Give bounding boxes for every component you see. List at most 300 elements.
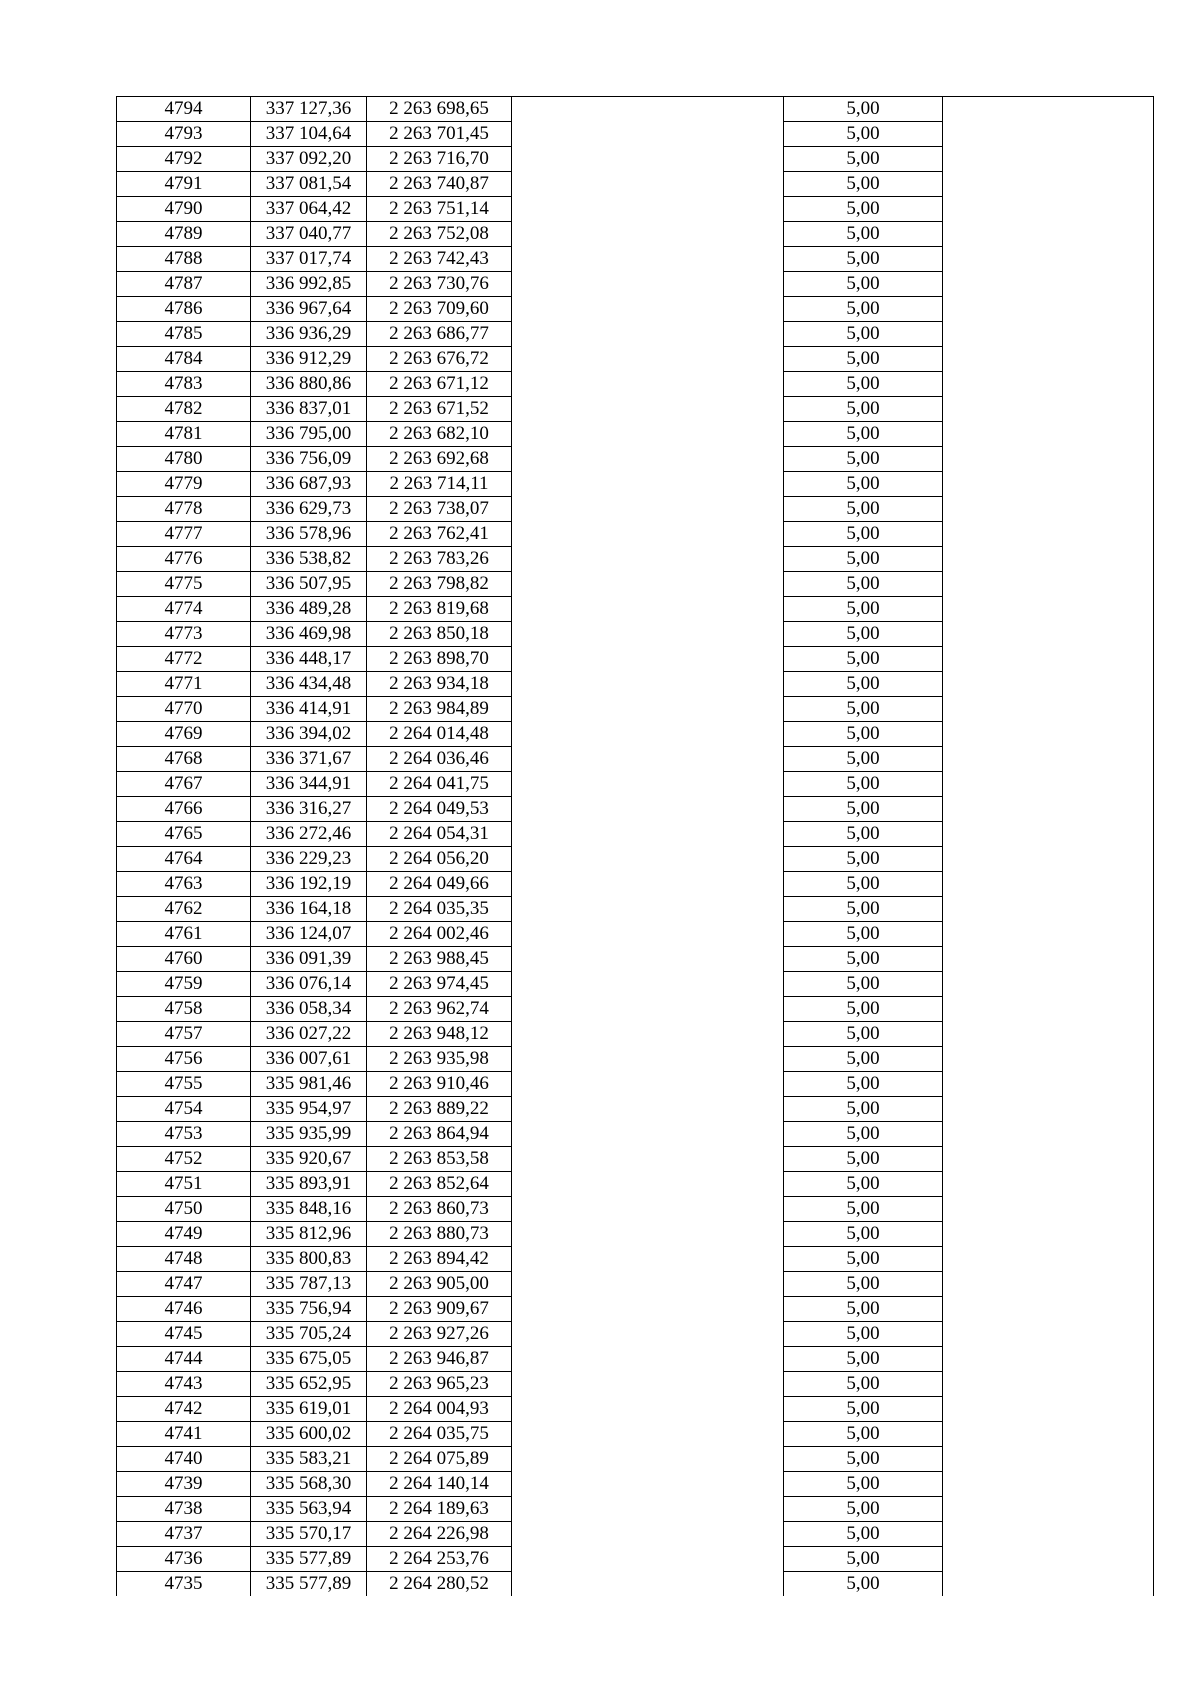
- value-cell: 5,00: [784, 322, 943, 347]
- y-coordinate-cell: 2 263 927,26: [367, 1322, 512, 1347]
- empty-cell: [943, 347, 1154, 372]
- table-row: [117, 347, 1154, 372]
- point-number-cell: 4769: [117, 722, 251, 747]
- table-row: [117, 1522, 1154, 1547]
- empty-cell: [512, 997, 784, 1022]
- empty-cell: [943, 422, 1154, 447]
- y-coordinate-cell: 2 263 948,12: [367, 1022, 512, 1047]
- x-coordinate-cell: 336 371,67: [251, 747, 367, 772]
- point-number-cell: 4781: [117, 422, 251, 447]
- y-coordinate-cell: 2 263 730,76: [367, 272, 512, 297]
- point-number-cell: 4790: [117, 197, 251, 222]
- empty-cell: [943, 1522, 1154, 1547]
- value-cell: 5,00: [784, 1322, 943, 1347]
- point-number-cell: 4745: [117, 1322, 251, 1347]
- point-number-cell: 4758: [117, 997, 251, 1022]
- empty-cell: [512, 422, 784, 447]
- point-number-cell: 4782: [117, 397, 251, 422]
- coordinates-table-body: [117, 97, 1154, 1597]
- empty-cell: [943, 622, 1154, 647]
- x-coordinate-cell: 337 064,42: [251, 197, 367, 222]
- table-row: [117, 422, 1154, 447]
- table-row: [117, 997, 1154, 1022]
- empty-cell: [943, 1272, 1154, 1297]
- x-coordinate-cell: 336 272,46: [251, 822, 367, 847]
- value-cell: 5,00: [784, 522, 943, 547]
- table-row: [117, 697, 1154, 722]
- x-coordinate-cell: 337 040,77: [251, 222, 367, 247]
- empty-cell: [943, 1147, 1154, 1172]
- x-coordinate-cell: 336 091,39: [251, 947, 367, 972]
- point-number-cell: 4739: [117, 1472, 251, 1497]
- y-coordinate-cell: 2 263 905,00: [367, 1272, 512, 1297]
- value-cell: 5,00: [784, 472, 943, 497]
- y-coordinate-cell: 2 264 189,63: [367, 1497, 512, 1522]
- y-coordinate-cell: 2 264 253,76: [367, 1547, 512, 1572]
- table-row: [117, 1022, 1154, 1047]
- empty-cell: [512, 622, 784, 647]
- empty-cell: [512, 1347, 784, 1372]
- value-cell: 5,00: [784, 897, 943, 922]
- empty-cell: [943, 1497, 1154, 1522]
- empty-cell: [512, 1447, 784, 1472]
- table-row: [117, 222, 1154, 247]
- table-row: [117, 472, 1154, 497]
- empty-cell: [512, 472, 784, 497]
- x-coordinate-cell: 336 489,28: [251, 597, 367, 622]
- value-cell: 5,00: [784, 1022, 943, 1047]
- x-coordinate-cell: 336 448,17: [251, 647, 367, 672]
- empty-cell: [512, 1222, 784, 1247]
- point-number-cell: 4755: [117, 1072, 251, 1097]
- empty-cell: [512, 1572, 784, 1597]
- empty-cell: [943, 1247, 1154, 1272]
- empty-cell: [943, 397, 1154, 422]
- empty-cell: [512, 597, 784, 622]
- point-number-cell: 4740: [117, 1447, 251, 1472]
- point-number-cell: 4760: [117, 947, 251, 972]
- point-number-cell: 4774: [117, 597, 251, 622]
- x-coordinate-cell: 336 880,86: [251, 372, 367, 397]
- point-number-cell: 4787: [117, 272, 251, 297]
- value-cell: 5,00: [784, 1047, 943, 1072]
- value-cell: 5,00: [784, 97, 943, 122]
- x-coordinate-cell: 335 568,30: [251, 1472, 367, 1497]
- value-cell: 5,00: [784, 197, 943, 222]
- y-coordinate-cell: 2 263 738,07: [367, 497, 512, 522]
- empty-cell: [512, 772, 784, 797]
- table-row: [117, 1247, 1154, 1272]
- table-row: [117, 1072, 1154, 1097]
- y-coordinate-cell: 2 264 035,35: [367, 897, 512, 922]
- empty-cell: [512, 847, 784, 872]
- x-coordinate-cell: 336 538,82: [251, 547, 367, 572]
- value-cell: 5,00: [784, 672, 943, 697]
- table-row: [117, 872, 1154, 897]
- point-number-cell: 4776: [117, 547, 251, 572]
- point-number-cell: 4743: [117, 1372, 251, 1397]
- coordinates-table: [116, 96, 1154, 1596]
- value-cell: 5,00: [784, 1097, 943, 1122]
- x-coordinate-cell: 335 787,13: [251, 1272, 367, 1297]
- value-cell: 5,00: [784, 622, 943, 647]
- table-row: [117, 1272, 1154, 1297]
- empty-cell: [943, 772, 1154, 797]
- table-row: [117, 397, 1154, 422]
- x-coordinate-cell: 336 164,18: [251, 897, 367, 922]
- point-number-cell: 4777: [117, 522, 251, 547]
- point-number-cell: 4746: [117, 1297, 251, 1322]
- x-coordinate-cell: 337 092,20: [251, 147, 367, 172]
- x-coordinate-cell: 336 344,91: [251, 772, 367, 797]
- value-cell: 5,00: [784, 647, 943, 672]
- table-row: [117, 747, 1154, 772]
- empty-cell: [943, 1222, 1154, 1247]
- empty-cell: [943, 197, 1154, 222]
- point-number-cell: 4785: [117, 322, 251, 347]
- y-coordinate-cell: 2 263 988,45: [367, 947, 512, 972]
- empty-cell: [512, 222, 784, 247]
- value-cell: 5,00: [784, 872, 943, 897]
- value-cell: 5,00: [784, 822, 943, 847]
- x-coordinate-cell: 335 583,21: [251, 1447, 367, 1472]
- empty-cell: [943, 947, 1154, 972]
- point-number-cell: 4741: [117, 1422, 251, 1447]
- y-coordinate-cell: 2 264 049,53: [367, 797, 512, 822]
- x-coordinate-cell: 336 229,23: [251, 847, 367, 872]
- empty-cell: [943, 1097, 1154, 1122]
- value-cell: 5,00: [784, 1472, 943, 1497]
- empty-cell: [512, 322, 784, 347]
- empty-cell: [512, 797, 784, 822]
- empty-cell: [943, 897, 1154, 922]
- value-cell: 5,00: [784, 1547, 943, 1572]
- y-coordinate-cell: 2 263 686,77: [367, 322, 512, 347]
- table-row: [117, 772, 1154, 797]
- x-coordinate-cell: 336 192,19: [251, 872, 367, 897]
- value-cell: 5,00: [784, 1247, 943, 1272]
- value-cell: 5,00: [784, 722, 943, 747]
- point-number-cell: 4765: [117, 822, 251, 847]
- x-coordinate-cell: 336 316,27: [251, 797, 367, 822]
- table-row: [117, 847, 1154, 872]
- empty-cell: [943, 1472, 1154, 1497]
- table-row: [117, 1472, 1154, 1497]
- empty-cell: [512, 947, 784, 972]
- table-row: [117, 97, 1154, 122]
- x-coordinate-cell: 335 577,89: [251, 1547, 367, 1572]
- y-coordinate-cell: 2 263 934,18: [367, 672, 512, 697]
- y-coordinate-cell: 2 263 762,41: [367, 522, 512, 547]
- table-row: [117, 447, 1154, 472]
- y-coordinate-cell: 2 263 742,43: [367, 247, 512, 272]
- x-coordinate-cell: 335 705,24: [251, 1322, 367, 1347]
- empty-cell: [512, 1122, 784, 1147]
- y-coordinate-cell: 2 263 752,08: [367, 222, 512, 247]
- empty-cell: [512, 647, 784, 672]
- x-coordinate-cell: 336 507,95: [251, 572, 367, 597]
- y-coordinate-cell: 2 264 140,14: [367, 1472, 512, 1497]
- x-coordinate-cell: 336 469,98: [251, 622, 367, 647]
- x-coordinate-cell: 336 076,14: [251, 972, 367, 997]
- point-number-cell: 4786: [117, 297, 251, 322]
- y-coordinate-cell: 2 264 041,75: [367, 772, 512, 797]
- table-row: [117, 922, 1154, 947]
- table-row: [117, 322, 1154, 347]
- empty-cell: [512, 372, 784, 397]
- y-coordinate-cell: 2 264 035,75: [367, 1422, 512, 1447]
- value-cell: 5,00: [784, 1397, 943, 1422]
- table-row: [117, 1097, 1154, 1122]
- table-row: [117, 297, 1154, 322]
- table-row: [117, 1422, 1154, 1447]
- point-number-cell: 4764: [117, 847, 251, 872]
- x-coordinate-cell: 335 848,16: [251, 1197, 367, 1222]
- x-coordinate-cell: 335 600,02: [251, 1422, 367, 1447]
- point-number-cell: 4736: [117, 1547, 251, 1572]
- empty-cell: [943, 1172, 1154, 1197]
- table-row: [117, 1147, 1154, 1172]
- value-cell: 5,00: [784, 1197, 943, 1222]
- x-coordinate-cell: 335 570,17: [251, 1522, 367, 1547]
- y-coordinate-cell: 2 263 864,94: [367, 1122, 512, 1147]
- value-cell: 5,00: [784, 172, 943, 197]
- y-coordinate-cell: 2 263 860,73: [367, 1197, 512, 1222]
- point-number-cell: 4754: [117, 1097, 251, 1122]
- y-coordinate-cell: 2 263 852,64: [367, 1172, 512, 1197]
- empty-cell: [943, 1047, 1154, 1072]
- table-row: [117, 522, 1154, 547]
- empty-cell: [943, 1072, 1154, 1097]
- y-coordinate-cell: 2 263 962,74: [367, 997, 512, 1022]
- x-coordinate-cell: 336 394,02: [251, 722, 367, 747]
- empty-cell: [943, 972, 1154, 997]
- table-row: [117, 897, 1154, 922]
- empty-cell: [512, 697, 784, 722]
- value-cell: 5,00: [784, 272, 943, 297]
- y-coordinate-cell: 2 264 014,48: [367, 722, 512, 747]
- empty-cell: [512, 722, 784, 747]
- y-coordinate-cell: 2 263 709,60: [367, 297, 512, 322]
- table-row: [117, 1297, 1154, 1322]
- empty-cell: [512, 1072, 784, 1097]
- point-number-cell: 4770: [117, 697, 251, 722]
- value-cell: 5,00: [784, 1147, 943, 1172]
- empty-cell: [512, 922, 784, 947]
- value-cell: 5,00: [784, 747, 943, 772]
- value-cell: 5,00: [784, 1297, 943, 1322]
- point-number-cell: 4748: [117, 1247, 251, 1272]
- table-row: [117, 172, 1154, 197]
- table-row: [117, 822, 1154, 847]
- empty-cell: [512, 822, 784, 847]
- y-coordinate-cell: 2 264 056,20: [367, 847, 512, 872]
- empty-cell: [512, 397, 784, 422]
- x-coordinate-cell: 336 629,73: [251, 497, 367, 522]
- y-coordinate-cell: 2 263 910,46: [367, 1072, 512, 1097]
- table-row: [117, 272, 1154, 297]
- point-number-cell: 4793: [117, 122, 251, 147]
- empty-cell: [512, 247, 784, 272]
- value-cell: 5,00: [784, 1497, 943, 1522]
- value-cell: 5,00: [784, 1572, 943, 1597]
- empty-cell: [943, 597, 1154, 622]
- value-cell: 5,00: [784, 372, 943, 397]
- empty-cell: [512, 1022, 784, 1047]
- y-coordinate-cell: 2 263 692,68: [367, 447, 512, 472]
- y-coordinate-cell: 2 264 075,89: [367, 1447, 512, 1472]
- y-coordinate-cell: 2 263 751,14: [367, 197, 512, 222]
- empty-cell: [512, 272, 784, 297]
- empty-cell: [943, 272, 1154, 297]
- empty-cell: [943, 147, 1154, 172]
- y-coordinate-cell: 2 263 714,11: [367, 472, 512, 497]
- value-cell: 5,00: [784, 572, 943, 597]
- empty-cell: [512, 547, 784, 572]
- empty-cell: [512, 497, 784, 522]
- empty-cell: [943, 1022, 1154, 1047]
- y-coordinate-cell: 2 263 819,68: [367, 597, 512, 622]
- point-number-cell: 4772: [117, 647, 251, 672]
- point-number-cell: 4749: [117, 1222, 251, 1247]
- y-coordinate-cell: 2 263 935,98: [367, 1047, 512, 1072]
- table-row: [117, 1547, 1154, 1572]
- value-cell: 5,00: [784, 247, 943, 272]
- value-cell: 5,00: [784, 297, 943, 322]
- y-coordinate-cell: 2 263 783,26: [367, 547, 512, 572]
- table-row: [117, 497, 1154, 522]
- empty-cell: [943, 497, 1154, 522]
- value-cell: 5,00: [784, 397, 943, 422]
- y-coordinate-cell: 2 264 280,52: [367, 1572, 512, 1597]
- x-coordinate-cell: 336 912,29: [251, 347, 367, 372]
- x-coordinate-cell: 337 104,64: [251, 122, 367, 147]
- empty-cell: [512, 1147, 784, 1172]
- empty-cell: [943, 822, 1154, 847]
- point-number-cell: 4737: [117, 1522, 251, 1547]
- empty-cell: [943, 922, 1154, 947]
- point-number-cell: 4773: [117, 622, 251, 647]
- table-row: [117, 247, 1154, 272]
- y-coordinate-cell: 2 263 701,45: [367, 122, 512, 147]
- x-coordinate-cell: 335 800,83: [251, 1247, 367, 1272]
- point-number-cell: 4759: [117, 972, 251, 997]
- y-coordinate-cell: 2 263 984,89: [367, 697, 512, 722]
- y-coordinate-cell: 2 263 853,58: [367, 1147, 512, 1172]
- point-number-cell: 4753: [117, 1122, 251, 1147]
- empty-cell: [512, 147, 784, 172]
- table-row: [117, 1172, 1154, 1197]
- empty-cell: [512, 1397, 784, 1422]
- y-coordinate-cell: 2 263 716,70: [367, 147, 512, 172]
- table-row: [117, 1222, 1154, 1247]
- y-coordinate-cell: 2 263 889,22: [367, 1097, 512, 1122]
- table-row: [117, 1347, 1154, 1372]
- empty-cell: [943, 547, 1154, 572]
- x-coordinate-cell: 335 577,89: [251, 1572, 367, 1597]
- x-coordinate-cell: 335 563,94: [251, 1497, 367, 1522]
- point-number-cell: 4747: [117, 1272, 251, 1297]
- empty-cell: [512, 347, 784, 372]
- empty-cell: [512, 1372, 784, 1397]
- point-number-cell: 4789: [117, 222, 251, 247]
- table-row: [117, 1197, 1154, 1222]
- x-coordinate-cell: 336 967,64: [251, 297, 367, 322]
- y-coordinate-cell: 2 264 036,46: [367, 747, 512, 772]
- point-number-cell: 4792: [117, 147, 251, 172]
- point-number-cell: 4761: [117, 922, 251, 947]
- empty-cell: [512, 872, 784, 897]
- y-coordinate-cell: 2 263 965,23: [367, 1372, 512, 1397]
- y-coordinate-cell: 2 263 698,65: [367, 97, 512, 122]
- point-number-cell: 4780: [117, 447, 251, 472]
- table-row: [117, 1122, 1154, 1147]
- empty-cell: [512, 447, 784, 472]
- point-number-cell: 4751: [117, 1172, 251, 1197]
- value-cell: 5,00: [784, 122, 943, 147]
- value-cell: 5,00: [784, 697, 943, 722]
- value-cell: 5,00: [784, 1072, 943, 1097]
- table-row: [117, 1447, 1154, 1472]
- empty-cell: [512, 1522, 784, 1547]
- value-cell: 5,00: [784, 772, 943, 797]
- value-cell: 5,00: [784, 1447, 943, 1472]
- value-cell: 5,00: [784, 1347, 943, 1372]
- value-cell: 5,00: [784, 347, 943, 372]
- y-coordinate-cell: 2 264 004,93: [367, 1397, 512, 1422]
- x-coordinate-cell: 336 414,91: [251, 697, 367, 722]
- empty-cell: [943, 372, 1154, 397]
- empty-cell: [943, 522, 1154, 547]
- empty-cell: [943, 1122, 1154, 1147]
- x-coordinate-cell: 335 935,99: [251, 1122, 367, 1147]
- point-number-cell: 4763: [117, 872, 251, 897]
- point-number-cell: 4767: [117, 772, 251, 797]
- value-cell: 5,00: [784, 997, 943, 1022]
- value-cell: 5,00: [784, 1372, 943, 1397]
- table-row: [117, 372, 1154, 397]
- empty-cell: [512, 672, 784, 697]
- y-coordinate-cell: 2 263 671,52: [367, 397, 512, 422]
- point-number-cell: 4750: [117, 1197, 251, 1222]
- point-number-cell: 4771: [117, 672, 251, 697]
- y-coordinate-cell: 2 264 054,31: [367, 822, 512, 847]
- point-number-cell: 4766: [117, 797, 251, 822]
- x-coordinate-cell: 335 812,96: [251, 1222, 367, 1247]
- empty-cell: [512, 897, 784, 922]
- y-coordinate-cell: 2 263 909,67: [367, 1297, 512, 1322]
- x-coordinate-cell: 337 127,36: [251, 97, 367, 122]
- y-coordinate-cell: 2 263 894,42: [367, 1247, 512, 1272]
- x-coordinate-cell: 335 893,91: [251, 1172, 367, 1197]
- x-coordinate-cell: 335 675,05: [251, 1347, 367, 1372]
- point-number-cell: 4794: [117, 97, 251, 122]
- point-number-cell: 4738: [117, 1497, 251, 1522]
- table-row: [117, 1047, 1154, 1072]
- table-row: [117, 672, 1154, 697]
- empty-cell: [943, 172, 1154, 197]
- empty-cell: [943, 247, 1154, 272]
- x-coordinate-cell: 335 981,46: [251, 1072, 367, 1097]
- y-coordinate-cell: 2 264 049,66: [367, 872, 512, 897]
- point-number-cell: 4735: [117, 1572, 251, 1597]
- empty-cell: [943, 872, 1154, 897]
- value-cell: 5,00: [784, 1422, 943, 1447]
- x-coordinate-cell: 336 936,29: [251, 322, 367, 347]
- empty-cell: [943, 1297, 1154, 1322]
- y-coordinate-cell: 2 264 226,98: [367, 1522, 512, 1547]
- y-coordinate-cell: 2 263 676,72: [367, 347, 512, 372]
